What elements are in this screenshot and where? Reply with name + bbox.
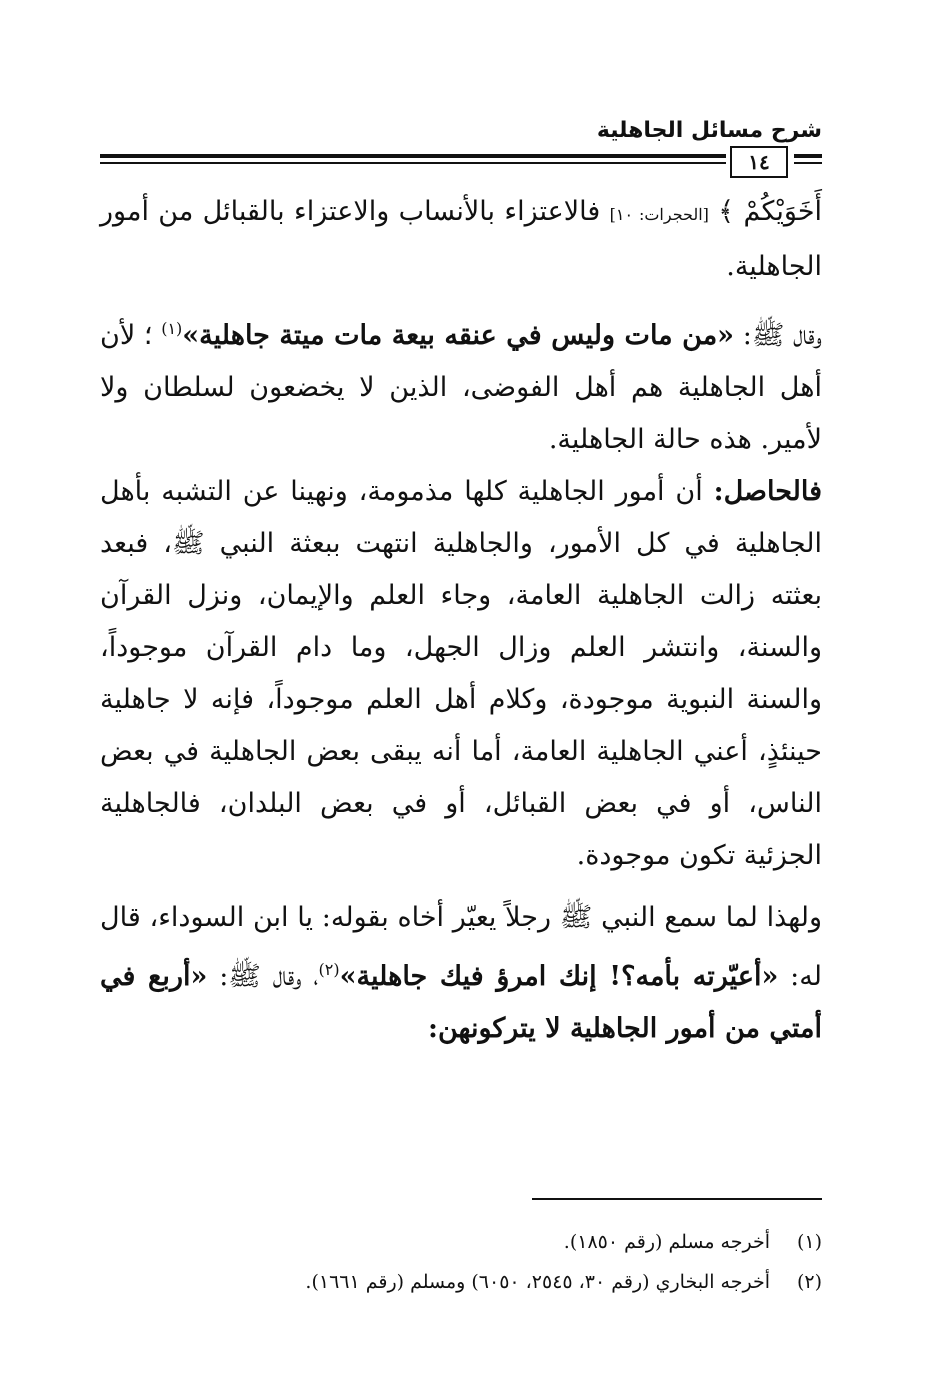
footnote-marker-1: (١) [161, 319, 183, 338]
paragraph-3 [100, 466, 822, 882]
footnotes [100, 1198, 822, 1302]
footnote-2 [100, 1262, 822, 1302]
paragraph-1 [100, 186, 822, 293]
paragraph-4-text-2: ، وقال ﷺ: [219, 961, 319, 992]
page-header [100, 110, 822, 182]
header-rule-short-thick [794, 154, 822, 158]
paragraph-3-lead: فالحاصل: [713, 476, 822, 507]
paragraph-4 [100, 892, 822, 1055]
hadith-text-3: «أربع في أمتي من أمور الجاهلية لا يتركونهن: [100, 961, 822, 1044]
paragraph-1-text: فالاعتزاء بالأنساب والاعتزاء بالقبائل من أمور الجاهلية. [100, 196, 822, 282]
quran-reference: [الحجرات: ١٠] [609, 205, 709, 224]
book-page [100, 110, 822, 1310]
header-rule-thick [100, 154, 726, 158]
paragraph-3-text: أن أمور الجاهلية كلها مذمومة، ونهينا عن التشبه بأهل الجاهلية في كل الأمور، والجاهلية انتهت ببعثة النبي ﷺ، فبعد بعثته زالت الجاهلية العامة، وجاء العلم والإيمان، ونزل القرآن والسنة، وانتشر العلم وزال الجهل، وما دام القرآن موجوداً، والسنة النبوية موجودة، وكلام أهل العلم موجوداً، فإنه لا جاهلية حينئذٍ، أعني الجاهلية العامة، أما أنه يبقى بعض الجاهلية في بعض الناس، أو في بعض القبائل، أو في بعض البلدان، فالجاهلية الجزئية تكون موجودة. [100, 476, 822, 871]
paragraph-2 [100, 303, 822, 466]
hadith-text-1: «من مات وليس في عنقه بيعة مات ميتة جاهلية» [182, 320, 735, 351]
header-rule-thin [100, 162, 726, 164]
footnote-text: أخرجه البخاري (رقم ٣٠، ٢٥٤٥، ٦٠٥٠) ومسلم (رقم ١٦٦١). [305, 1271, 770, 1293]
page-body [100, 186, 822, 1055]
paragraph-2-intro: وقال ﷺ: [742, 320, 822, 351]
footnote-1 [100, 1222, 822, 1262]
footnote-marker-2: (٢) [318, 960, 340, 979]
hadith-text-2: «أعيّرته بأمه؟! إنك امرؤ فيك جاهلية» [339, 961, 779, 992]
paragraph-2-text: ؛ لأن أهل الجاهلية هم أهل الفوضى، الذين لا يخضعون لسلطان ولا لأمير. هذه حالة الجاهلية. [100, 320, 822, 455]
header-rule-short-thin [794, 162, 822, 164]
footnote-number: (٢) [796, 1271, 822, 1293]
footnote-separator [532, 1198, 822, 1200]
paragraph-4-text-1: ولهذا لما سمع النبي ﷺ رجلاً يعيّر أخاه بقوله: يا ابن السوداء، قال له: [100, 902, 822, 992]
running-title: شرح مسائل الجاهلية [596, 118, 822, 143]
footnote-number: (١) [796, 1231, 822, 1253]
page-number: ١٤ [730, 146, 788, 178]
quran-verse-end: أَخَوَيْكُمْ ﴾ [718, 196, 823, 227]
footnote-text: أخرجه مسلم (رقم ١٨٥٠). [563, 1231, 770, 1253]
